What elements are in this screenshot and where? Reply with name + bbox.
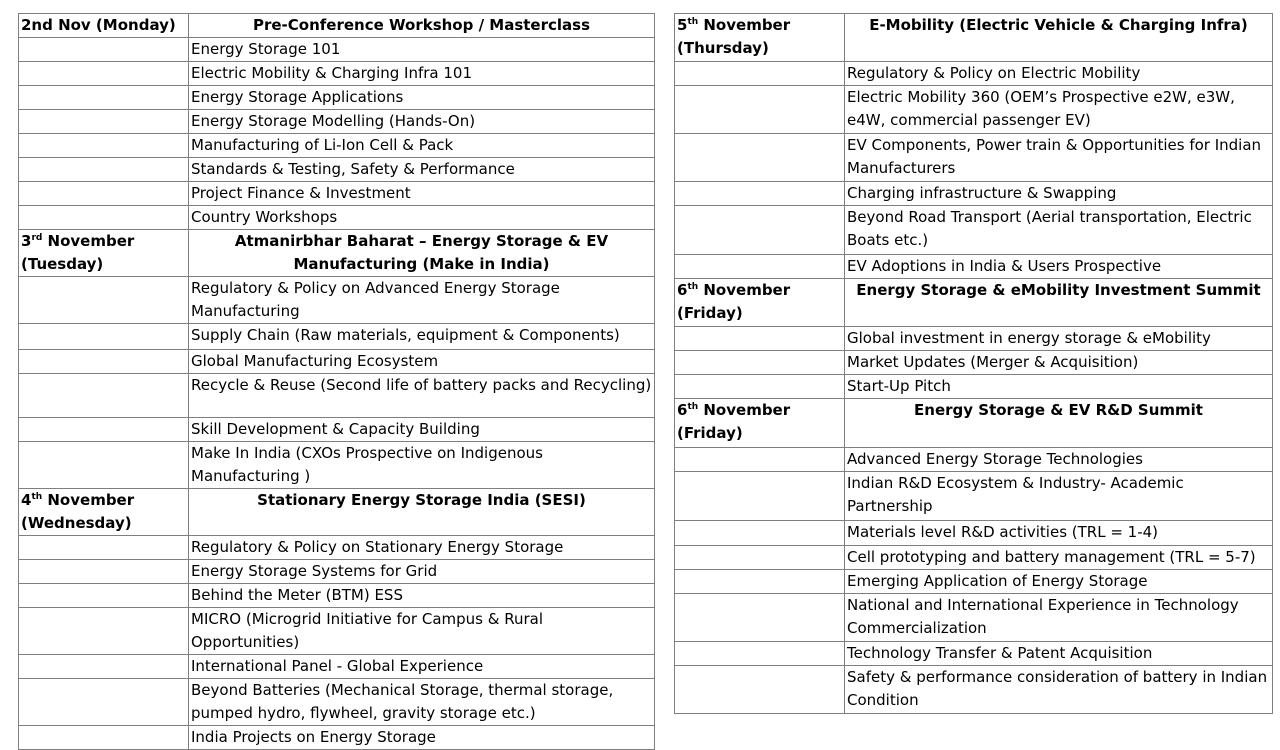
session-title: Technology Transfer & Patent Acquisition bbox=[845, 642, 1273, 666]
session-row bbox=[675, 62, 1273, 86]
day-number: 3 bbox=[21, 232, 32, 250]
day-cell bbox=[675, 327, 845, 351]
day-cell bbox=[19, 374, 189, 418]
day-weekday: (Tuesday) bbox=[21, 255, 104, 273]
session-title: Global Manufacturing Ecosystem bbox=[189, 350, 655, 374]
day-ordinal: th bbox=[687, 17, 699, 27]
session-row bbox=[19, 38, 655, 62]
day-cell bbox=[675, 666, 845, 714]
session-row bbox=[675, 521, 1273, 546]
day-cell bbox=[675, 642, 845, 666]
session-row bbox=[19, 324, 655, 350]
session-row bbox=[675, 182, 1273, 206]
track-title: Atmanirbhar Baharat – Energy Storage & EV Manufacturing (Make in India) bbox=[189, 230, 655, 277]
session-title: Start-Up Pitch bbox=[845, 375, 1273, 399]
day-header-row bbox=[675, 14, 1273, 62]
session-row bbox=[675, 327, 1273, 351]
session-row bbox=[19, 442, 655, 489]
day-ordinal: th bbox=[687, 402, 699, 412]
session-title: Materials level R&D activities (TRL = 1-4) bbox=[845, 521, 1273, 546]
day-month: November bbox=[698, 281, 791, 299]
day-cell bbox=[675, 62, 845, 86]
session-row bbox=[19, 584, 655, 608]
session-row bbox=[675, 594, 1273, 642]
day-number: 6 bbox=[677, 281, 688, 299]
day-cell bbox=[675, 351, 845, 375]
session-title: Advanced Energy Storage Technologies bbox=[845, 448, 1273, 472]
day-cell bbox=[19, 134, 189, 158]
day-cell bbox=[19, 86, 189, 110]
session-title: India Projects on Energy Storage bbox=[189, 726, 655, 750]
session-title: Indian R&D Ecosystem & Industry- Academic Partnership bbox=[845, 472, 1273, 521]
day-cell bbox=[19, 418, 189, 442]
schedule-table-left bbox=[18, 13, 655, 750]
session-row bbox=[675, 448, 1273, 472]
session-title: Beyond Road Transport (Aerial transportation, Electric Boats etc.) bbox=[845, 206, 1273, 255]
session-row bbox=[19, 62, 655, 86]
day-cell bbox=[675, 134, 845, 182]
session-title: Energy Storage Modelling (Hands-On) bbox=[189, 110, 655, 134]
track-title: Stationary Energy Storage India (SESI) bbox=[189, 489, 655, 536]
session-title: Regulatory & Policy on Electric Mobility bbox=[845, 62, 1273, 86]
session-row bbox=[19, 182, 655, 206]
session-title: Global investment in energy storage & eMobility bbox=[845, 327, 1273, 351]
session-title: Recycle & Reuse (Second life of battery packs and Recycling) bbox=[189, 374, 655, 418]
session-title: Regulatory & Policy on Stationary Energy Storage bbox=[189, 536, 655, 560]
day-header-row bbox=[19, 489, 655, 536]
session-title: Project Finance & Investment bbox=[189, 182, 655, 206]
track-title: E-Mobility (Electric Vehicle & Charging Infra) bbox=[845, 14, 1273, 62]
session-row bbox=[675, 570, 1273, 594]
session-row bbox=[19, 277, 655, 324]
day-number: 4 bbox=[21, 491, 32, 509]
day-header-row bbox=[19, 14, 655, 38]
session-title: EV Adoptions in India & Users Prospective bbox=[845, 255, 1273, 279]
track-title: Energy Storage & eMobility Investment Summit bbox=[845, 279, 1273, 327]
session-row bbox=[675, 666, 1273, 714]
session-title: Supply Chain (Raw materials, equipment & Components) bbox=[189, 324, 655, 350]
day-weekday: (Wednesday) bbox=[21, 514, 132, 532]
day-number: 5 bbox=[677, 16, 688, 34]
session-row bbox=[19, 536, 655, 560]
session-row bbox=[675, 472, 1273, 521]
day-cell bbox=[675, 546, 845, 570]
day-cell bbox=[19, 560, 189, 584]
day-cell bbox=[19, 110, 189, 134]
session-title: Regulatory & Policy on Advanced Energy Storage Manufacturing bbox=[189, 277, 655, 324]
day-cell: 2nd Nov (Monday) bbox=[19, 14, 189, 38]
day-cell bbox=[675, 594, 845, 642]
session-title: Energy Storage 101 bbox=[189, 38, 655, 62]
session-title: MICRO (Microgrid Initiative for Campus & Rural Opportunities) bbox=[189, 608, 655, 655]
track-title: Pre-Conference Workshop / Masterclass bbox=[189, 14, 655, 38]
session-title: Energy Storage Systems for Grid bbox=[189, 560, 655, 584]
day-number: 6 bbox=[677, 401, 688, 419]
day-cell bbox=[19, 324, 189, 350]
day-header-row bbox=[675, 399, 1273, 448]
session-title: Energy Storage Applications bbox=[189, 86, 655, 110]
day-cell bbox=[675, 472, 845, 521]
day-cell bbox=[19, 277, 189, 324]
session-row bbox=[19, 726, 655, 750]
track-title: Energy Storage & EV R&D Summit bbox=[845, 399, 1273, 448]
session-row bbox=[19, 374, 655, 418]
day-cell bbox=[675, 521, 845, 546]
session-title: Market Updates (Merger & Acquisition) bbox=[845, 351, 1273, 375]
day-cell bbox=[675, 279, 845, 327]
session-row bbox=[19, 418, 655, 442]
session-row bbox=[19, 206, 655, 230]
session-title: International Panel - Global Experience bbox=[189, 655, 655, 679]
session-title: Manufacturing of Li-Ion Cell & Pack bbox=[189, 134, 655, 158]
session-title: Emerging Application of Energy Storage bbox=[845, 570, 1273, 594]
day-cell bbox=[675, 255, 845, 279]
day-cell bbox=[19, 442, 189, 489]
session-row bbox=[19, 350, 655, 374]
day-cell bbox=[19, 655, 189, 679]
day-cell bbox=[19, 608, 189, 655]
session-title: EV Components, Power train & Opportunities for Indian Manufacturers bbox=[845, 134, 1273, 182]
day-ordinal: th bbox=[31, 492, 43, 502]
session-row bbox=[19, 86, 655, 110]
day-cell bbox=[675, 86, 845, 134]
session-title: Standards & Testing, Safety & Performance bbox=[189, 158, 655, 182]
day-cell bbox=[19, 679, 189, 726]
day-cell bbox=[675, 399, 845, 448]
session-row bbox=[19, 158, 655, 182]
day-cell bbox=[675, 182, 845, 206]
session-title: Charging infrastructure & Swapping bbox=[845, 182, 1273, 206]
session-title: Cell prototyping and battery management (TRL = 5-7) bbox=[845, 546, 1273, 570]
session-row bbox=[675, 546, 1273, 570]
session-title: Electric Mobility & Charging Infra 101 bbox=[189, 62, 655, 86]
day-cell bbox=[19, 726, 189, 750]
session-title: Electric Mobility 360 (OEM’s Prospective e2W, e3W, e4W, commercial passenger EV) bbox=[845, 86, 1273, 134]
day-cell bbox=[675, 448, 845, 472]
session-row bbox=[675, 134, 1273, 182]
session-row bbox=[675, 255, 1273, 279]
session-title: National and International Experience in Technology Commercialization bbox=[845, 594, 1273, 642]
day-header-row bbox=[675, 279, 1273, 327]
day-cell bbox=[19, 158, 189, 182]
session-row bbox=[675, 375, 1273, 399]
session-row bbox=[675, 642, 1273, 666]
day-ordinal: rd bbox=[31, 233, 43, 243]
day-weekday: (Friday) bbox=[677, 304, 743, 322]
day-cell bbox=[675, 206, 845, 255]
day-cell bbox=[675, 570, 845, 594]
session-title: Make In India (CXOs Prospective on Indigenous Manufacturing ) bbox=[189, 442, 655, 489]
day-cell bbox=[19, 489, 189, 536]
day-cell bbox=[19, 536, 189, 560]
session-row bbox=[675, 86, 1273, 134]
day-ordinal: th bbox=[687, 282, 699, 292]
day-weekday: (Thursday) bbox=[677, 39, 769, 57]
session-row bbox=[19, 679, 655, 726]
session-title: Country Workshops bbox=[189, 206, 655, 230]
schedule-table-right-body bbox=[675, 14, 1273, 714]
session-row bbox=[19, 110, 655, 134]
session-title: Beyond Batteries (Mechanical Storage, thermal storage, pumped hydro, flywheel, gravity storage etc.) bbox=[189, 679, 655, 726]
day-cell bbox=[19, 206, 189, 230]
day-cell bbox=[675, 14, 845, 62]
day-month: November bbox=[42, 232, 135, 250]
session-row bbox=[19, 560, 655, 584]
day-cell bbox=[19, 182, 189, 206]
day-month: November bbox=[42, 491, 135, 509]
session-row bbox=[19, 134, 655, 158]
session-title: Safety & performance consideration of battery in Indian Condition bbox=[845, 666, 1273, 714]
day-cell bbox=[675, 375, 845, 399]
session-row bbox=[675, 351, 1273, 375]
day-cell bbox=[19, 62, 189, 86]
day-cell bbox=[19, 230, 189, 277]
day-weekday: (Friday) bbox=[677, 424, 743, 442]
session-title: Behind the Meter (BTM) ESS bbox=[189, 584, 655, 608]
day-cell bbox=[19, 350, 189, 374]
day-header-row bbox=[19, 230, 655, 277]
day-cell bbox=[19, 584, 189, 608]
session-row bbox=[19, 608, 655, 655]
schedule-table-left-body bbox=[19, 14, 655, 750]
session-title: Skill Development & Capacity Building bbox=[189, 418, 655, 442]
session-row bbox=[19, 655, 655, 679]
day-month: November bbox=[698, 401, 791, 419]
schedule-table-right bbox=[674, 13, 1273, 714]
day-month: November bbox=[698, 16, 791, 34]
day-cell bbox=[19, 38, 189, 62]
session-row bbox=[675, 206, 1273, 255]
